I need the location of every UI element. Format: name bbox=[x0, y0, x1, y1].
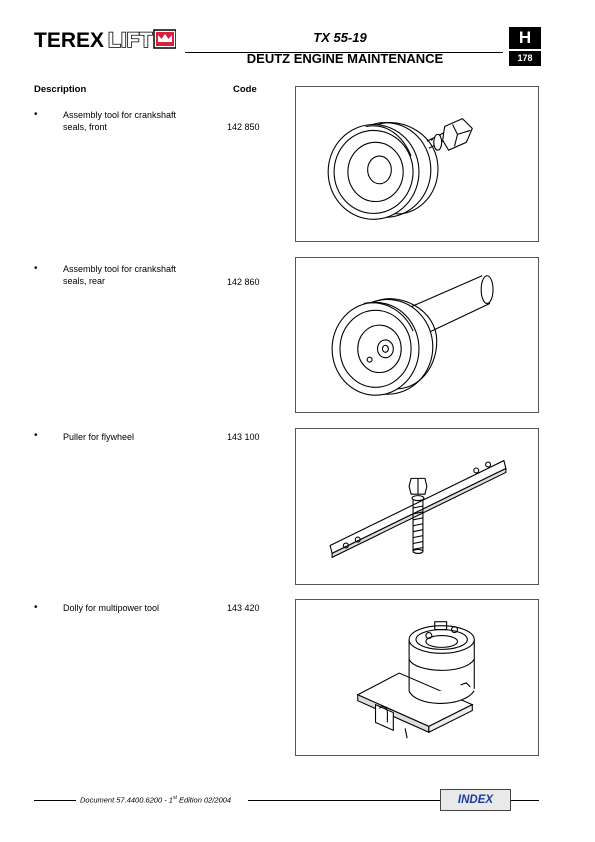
description-line: Dolly for multipower tool bbox=[63, 603, 160, 613]
logo-graphic bbox=[34, 27, 176, 51]
footer-rule-middle bbox=[248, 800, 440, 801]
tool-illustration-frame bbox=[295, 86, 539, 242]
item-description bbox=[63, 264, 213, 287]
description-line: Assembly tool for crankshaft bbox=[63, 110, 177, 120]
item-code: 142 850 bbox=[227, 122, 260, 132]
document-reference bbox=[80, 795, 231, 805]
edition-date: Edition 02/2004 bbox=[176, 795, 232, 805]
crankshaft-seal-rear-tool-icon bbox=[296, 258, 538, 412]
description-line: seals, rear bbox=[63, 275, 106, 286]
document-number: Document 57.4400.6200 - 1 bbox=[80, 795, 173, 805]
footer-rule-right bbox=[511, 800, 539, 801]
item-code: 142 860 bbox=[227, 277, 260, 287]
edition-ordinal: st bbox=[172, 795, 177, 801]
section-title: DEUTZ ENGINE MAINTENANCE bbox=[246, 51, 444, 66]
item-code: 143 420 bbox=[227, 603, 260, 613]
list-bullet: • bbox=[34, 109, 38, 120]
page-number: 178 bbox=[509, 51, 541, 66]
chapter-tab: H bbox=[509, 27, 541, 49]
crown-icon bbox=[154, 30, 176, 48]
list-bullet: • bbox=[34, 430, 38, 441]
footer-rule-left bbox=[34, 800, 76, 801]
item-code: 143 100 bbox=[227, 432, 260, 442]
list-bullet: • bbox=[34, 263, 38, 274]
multipower-tool-dolly-icon bbox=[296, 600, 538, 755]
item-description bbox=[63, 432, 213, 444]
tool-illustration-frame bbox=[295, 257, 539, 413]
description-line: Puller for flywheel bbox=[63, 432, 135, 442]
terex-lift-logo bbox=[34, 27, 176, 51]
logo-word-terex: TEREX bbox=[34, 29, 105, 51]
tool-illustration-frame bbox=[295, 599, 539, 756]
crankshaft-seal-front-tool-icon bbox=[296, 87, 538, 241]
model-name: TX 55-19 bbox=[313, 30, 367, 45]
description-line: Assembly tool for crankshaft bbox=[63, 264, 177, 274]
tool-illustration-frame bbox=[295, 428, 539, 585]
flywheel-puller-icon bbox=[296, 429, 538, 584]
index-button[interactable]: INDEX bbox=[440, 789, 511, 811]
code-column-header: Code bbox=[233, 84, 257, 95]
description-column-header: Description bbox=[34, 84, 87, 95]
item-description bbox=[63, 603, 213, 615]
description-line: seals, front bbox=[63, 121, 108, 132]
logo-word-lift: LIFT bbox=[108, 29, 153, 51]
list-bullet: • bbox=[34, 602, 38, 613]
item-description bbox=[63, 110, 213, 133]
